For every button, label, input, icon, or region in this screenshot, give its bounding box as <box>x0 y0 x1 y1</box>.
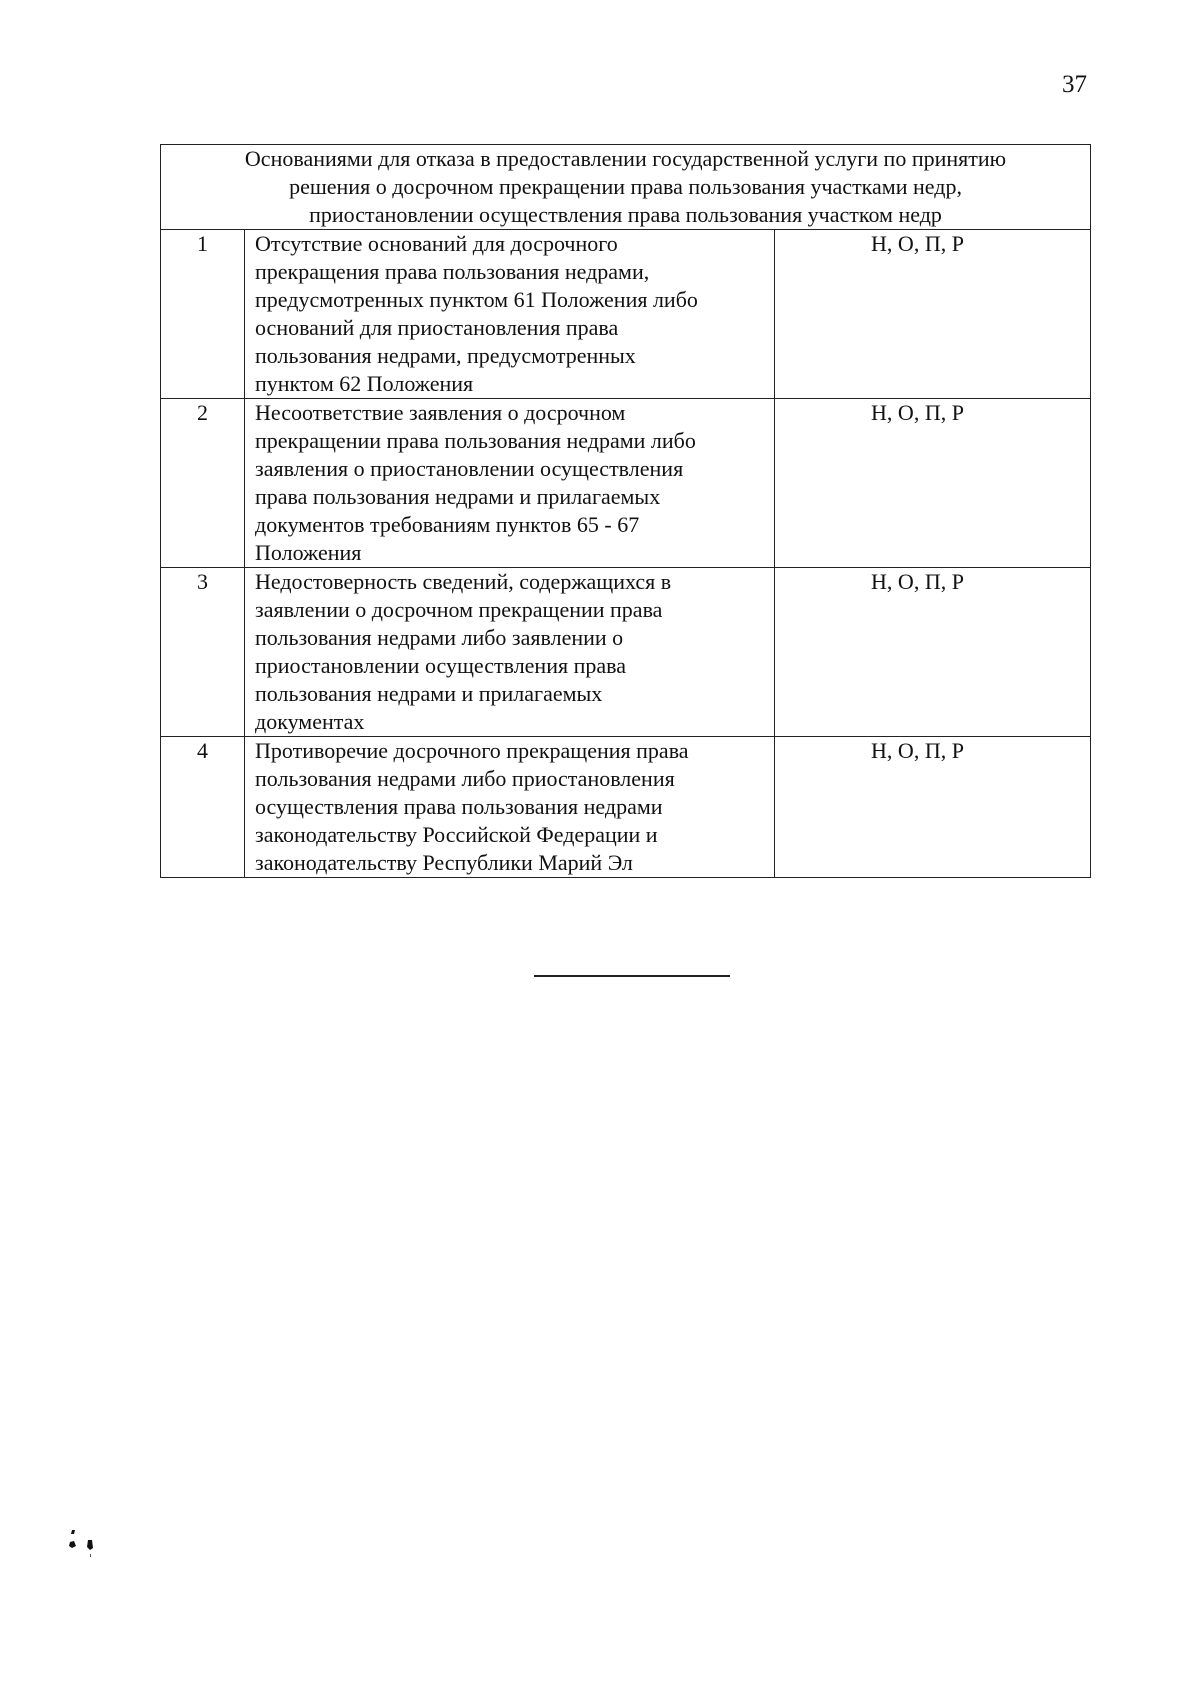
row-description <box>245 737 775 878</box>
description-line: пользования недрами, предусмотренных <box>255 343 636 368</box>
refusal-grounds-table <box>160 144 1091 878</box>
description-line: законодательству Республики Марий Эл <box>255 850 633 875</box>
table-row <box>161 230 1091 399</box>
description-line: прекращении права пользования недрами либо <box>255 428 696 453</box>
description-line: пользования недрами либо приостановления <box>255 766 675 791</box>
row-codes: Н, О, П, Р <box>775 230 1091 399</box>
heading-line: решения о досрочном прекращении права пользования участками недр, <box>289 174 962 199</box>
row-number: 3 <box>161 568 245 737</box>
row-number: 1 <box>161 230 245 399</box>
description-line: Несоответствие заявления о досрочном <box>255 400 626 425</box>
description-line: документах <box>255 709 365 734</box>
table-row <box>161 568 1091 737</box>
description-line: осуществления права пользования недрами <box>255 794 663 819</box>
table-row <box>161 399 1091 568</box>
description-line: прекращения права пользования недрами, <box>255 259 650 284</box>
description-line: заявлении о досрочном прекращении права <box>255 597 663 622</box>
description-line: пользования недрами либо заявлении о <box>255 625 624 650</box>
row-description <box>245 568 775 737</box>
heading-line: приостановлении осуществления права пользования участком недр <box>309 202 942 227</box>
description-line: приостановлении осуществления права <box>255 653 627 678</box>
row-codes: Н, О, П, Р <box>775 737 1091 878</box>
row-description <box>245 230 775 399</box>
row-number: 2 <box>161 399 245 568</box>
page-number: 37 <box>1062 71 1087 98</box>
description-line: предусмотренных пунктом 61 Положения либо <box>255 287 698 312</box>
table-row <box>161 737 1091 878</box>
table-heading-row <box>161 145 1091 230</box>
description-line: Положения <box>255 540 362 565</box>
description-line: Отсутствие оснований для досрочного <box>255 231 618 256</box>
description-line: заявления о приостановлении осуществления <box>255 456 684 481</box>
scan-artifact-marks <box>66 1528 106 1576</box>
description-line: документов требованиям пунктов 65 - 67 <box>255 512 640 537</box>
description-line: права пользования недрами и прилагаемых <box>255 484 661 509</box>
description-line: Противоречие досрочного прекращения права <box>255 738 689 763</box>
description-line: пользования недрами и прилагаемых <box>255 681 603 706</box>
row-codes: Н, О, П, Р <box>775 568 1091 737</box>
closing-divider <box>534 975 730 977</box>
row-number: 4 <box>161 737 245 878</box>
description-line: Недостоверность сведений, содержащихся в <box>255 569 672 594</box>
heading-line: Основаниями для отказа в предоставлении государственной услуги по принятию <box>244 146 1007 171</box>
description-line: законодательству Российской Федерации и <box>255 822 658 847</box>
description-line: пунктом 62 Положения <box>255 371 474 396</box>
row-description <box>245 399 775 568</box>
row-codes: Н, О, П, Р <box>775 399 1091 568</box>
description-line: оснований для приостановления права <box>255 315 619 340</box>
table-heading <box>161 145 1091 230</box>
